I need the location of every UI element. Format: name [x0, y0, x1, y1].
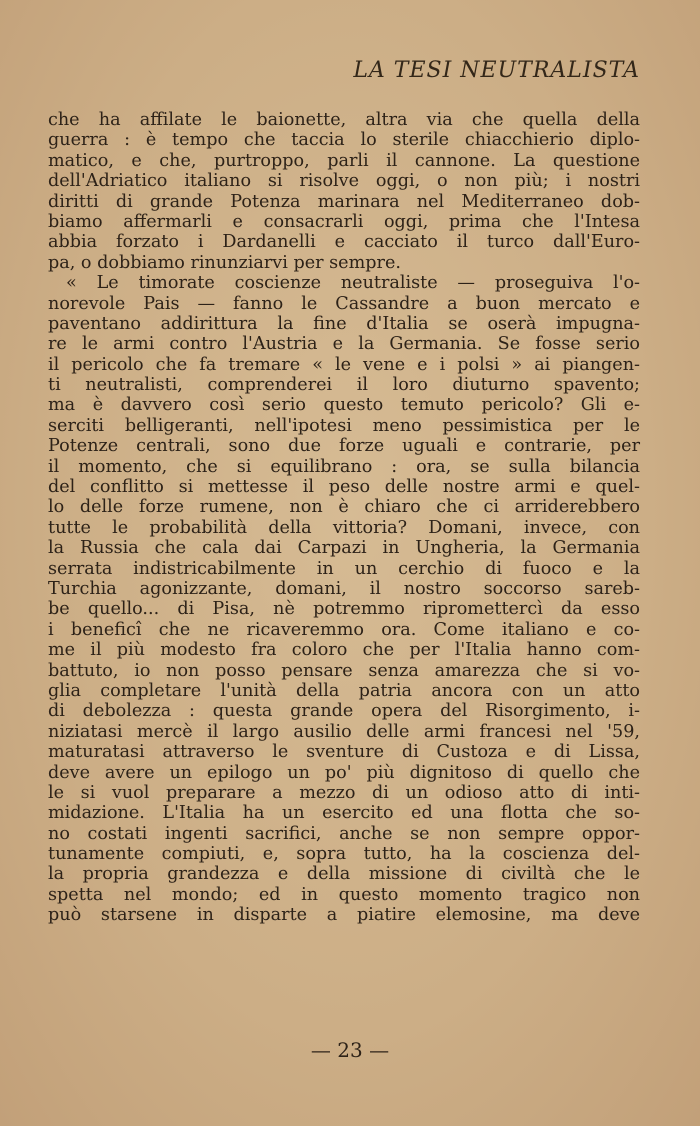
- text-line: be quello... di Pisa, nè potremmo ripromettercì da esso: [48, 599, 640, 620]
- text-line: niziatasi mercè il largo ausilio delle armi francesi nel '59,: [48, 721, 640, 742]
- text-line: i beneficî che ne ricaveremmo ora. Come italiano e co-: [48, 619, 640, 640]
- text-line: midazione. L'Italia ha un esercito ed una flotta che so-: [48, 803, 640, 824]
- text-line: dell'Adriatico italiano si risolve oggi, o non più; i nostri: [48, 171, 640, 192]
- text-line: Potenze centrali, sono due forze uguali e contrarie, per: [48, 436, 640, 457]
- text-line: no costati ingenti sacrifici, anche se non sempre oppor-: [48, 823, 640, 844]
- text-line: pa, o dobbiamo rinunziarvi per sempre.: [48, 252, 401, 273]
- text-line: biamo affermarli e consacrarli oggi, prima che l'Intesa: [48, 211, 640, 232]
- text-line: paventano addirittura la fine d'Italia se oserà impugna-: [48, 313, 640, 334]
- text-line: di debolezza : questa grande opera del Risorgimento, i-: [48, 701, 640, 722]
- text-line: serciti belligeranti, nell'ipotesi meno pessimistica per le: [48, 415, 640, 436]
- text-line: tutte le probabilità della vittoria? Domani, invece, con: [48, 517, 640, 538]
- text-line: ma è davvero così serio questo temuto pericolo? Gli e-: [48, 395, 640, 416]
- text-line: deve avere un epilogo un po' più dignitoso di quello che: [48, 762, 640, 783]
- text-line: spetta nel mondo; ed in questo momento tragico non: [48, 884, 640, 905]
- text-line: maturatasi attraverso le sventure di Custoza e di Lissa,: [48, 742, 640, 763]
- body-text: [48, 110, 640, 926]
- text-line: « Le timorate coscienze neutraliste — proseguiva l'o-: [66, 273, 640, 294]
- text-line: battuto, io non posso pensare senza amarezza che si vo-: [48, 660, 640, 681]
- text-line: glia completare l'unità della patria ancora con un atto: [48, 680, 640, 701]
- text-line: la Russia che cala dai Carpazi in Ungheria, la Germania: [48, 538, 640, 559]
- page-number: — 23 —: [310, 1038, 390, 1062]
- text-line: lo delle forze rumene, non è chiaro che ci arriderebbero: [48, 497, 640, 518]
- text-line: guerra : è tempo che taccia lo sterile chiacchierio diplo-: [48, 130, 640, 151]
- text-line: re le armi contro l'Austria e la Germania. Se fosse serio: [48, 334, 640, 355]
- text-line: del conflitto si mettesse il peso delle nostre armi e quel-: [48, 477, 640, 498]
- text-line: norevole Pais — fanno le Cassandre a buon mercato e: [48, 293, 640, 314]
- text-line: il momento, che si equilibrano : ora, se sulla bilancia: [48, 456, 640, 477]
- text-line: serrata indistricabilmente in un cerchio di fuoco e la: [48, 558, 640, 579]
- text-line: matico, e che, purtroppo, parli il cannone. La questione: [48, 150, 640, 171]
- text-line: il pericolo che fa tremare « le vene e i polsi » ai piangen-: [48, 354, 640, 375]
- text-line: tunamente compiuti, e, sopra tutto, ha la coscienza del-: [48, 844, 640, 865]
- text-line: abbia forzato i Dardanelli e cacciato il turco dall'Euro-: [48, 232, 640, 253]
- text-line: la propria grandezza e della missione di civiltà che le: [48, 864, 640, 885]
- text-line: diritti di grande Potenza marinara nel Mediterraneo dob-: [48, 191, 640, 212]
- text-line: me il più modesto fra coloro che per l'Italia hanno com-: [48, 640, 640, 661]
- text-line: ti neutralisti, comprenderei il loro diuturno spavento;: [48, 375, 640, 396]
- text-line: può starsene in disparte a piatire elemosine, ma deve: [48, 905, 640, 926]
- running-head: LA TESI NEUTRALISTA: [353, 58, 640, 83]
- text-line: le si vuol preparare a mezzo di un odioso atto di inti-: [48, 782, 640, 803]
- text-line: Turchia agonizzante, domani, il nostro soccorso sareb-: [48, 578, 640, 599]
- text-line: che ha affilate le baionette, altra via che quella della: [48, 110, 640, 130]
